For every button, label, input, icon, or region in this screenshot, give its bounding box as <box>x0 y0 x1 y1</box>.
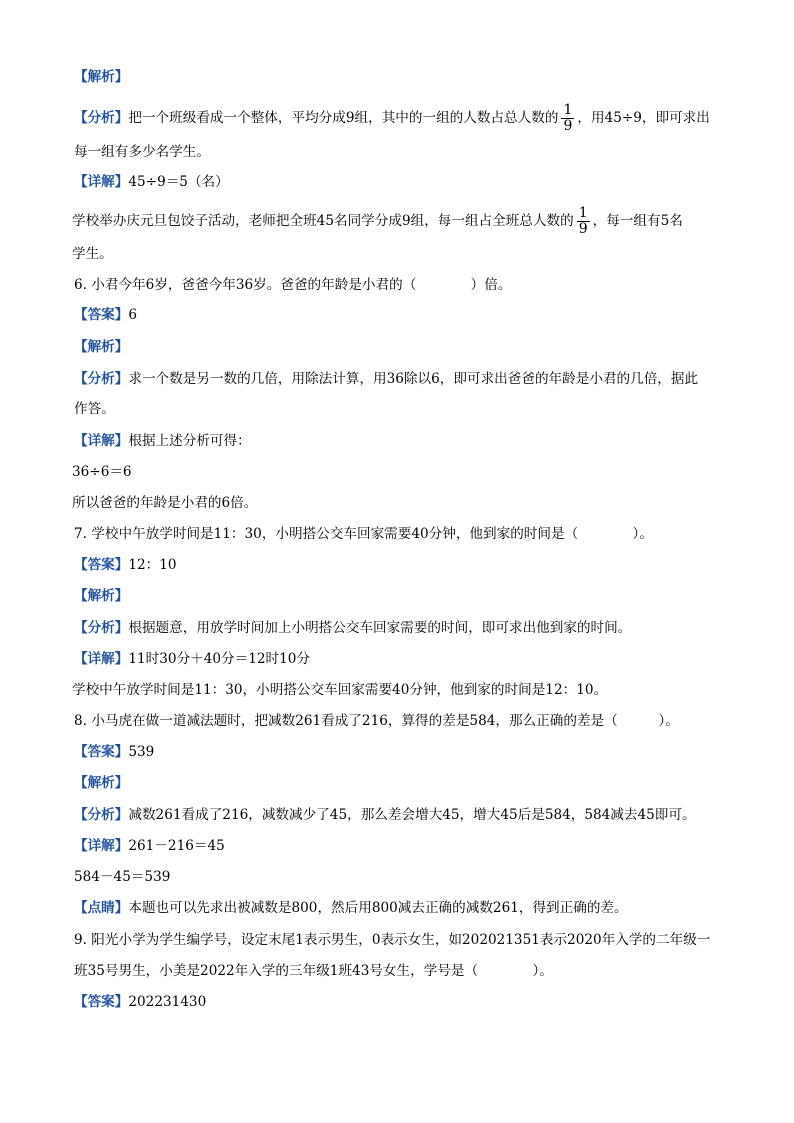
fenxi-line-8: 【分析】减数261看成了216，减数减少了45，那么差会增大45，增大45后是584，584减去45即可。 <box>74 807 696 823</box>
jiexi-heading: 【解析】 <box>74 69 129 85</box>
xiangjie-line-6: 【详解】根据上述分析可得： <box>74 433 251 449</box>
xiangjie-line <box>74 172 229 192</box>
fenxi-line-7: 【分析】根据题意，用放学时间加上小明搭公交车回家需要的时间，即可求出他到家的时间。 <box>74 620 632 636</box>
summary-line-2: 学生。 <box>72 246 113 262</box>
fenxi-text-cont: ，用45÷9，即可求出 <box>577 110 710 126</box>
fenxi-line-6: 【分析】求一个数是另一数的几倍，用除法计算，用36除以6，即可求出爸爸的年龄是小君的几倍，据此 <box>74 371 699 387</box>
fraction: $\frac{1}{9}$ <box>563 102 573 134</box>
answer-line-6: 【答案】6 <box>74 307 138 323</box>
jiexi-heading-7: 【解析】 <box>74 588 129 604</box>
fraction: $\frac{1}{9}$ <box>578 205 588 237</box>
conclusion-7: 学校中午放学时间是11：30，小明搭公交车回家需要40分钟，他到家的时间是12：10。 <box>72 682 608 698</box>
xiangjie-line-8: 【详解】261－216＝45 <box>74 838 225 854</box>
xiangjie-line-7: 【详解】11时30分＋40分＝12时10分 <box>74 651 311 667</box>
answer-line-8: 【答案】539 <box>74 744 155 760</box>
question-9-line2: 班35号男生，小美是2022年入学的三年级1班43号女生，学号是（ ）。 <box>74 963 553 979</box>
answer-line-9: 【答案】202231430 <box>74 994 207 1010</box>
xiangjie-text: 45÷9＝5（名） <box>128 174 229 190</box>
question-6: 6. 小君今年6岁，爸爸今年36岁。爸爸的年龄是小君的（ ）倍。 <box>74 277 512 293</box>
fenxi-line-6b: 作答。 <box>74 401 115 417</box>
xiangjie-tag: 【详解】 <box>74 174 129 190</box>
answer-line-7: 【答案】12：10 <box>74 557 177 573</box>
question-7: 7. 学校中午放学时间是11：30，小明搭公交车回家需要40分钟，他到家的时间是（ ）。 <box>74 526 653 542</box>
dianjing-line-8: 【点睛】本题也可以先求出被减数是800，然后用800减去正确的减数261，得到正确的差。 <box>74 900 628 916</box>
fenxi-line-2: 每一组有多少名学生。 <box>74 144 210 160</box>
question-9: 9. 阳光小学为学生编学号，设定末尾1表示男生，0表示女生，如202021351表示2020年入学的二年级一 <box>74 932 711 948</box>
summary-line: 学校举办庆元旦包饺子活动，老师把全班45名同学分成9组，每一组占全班总人数的 $\frac{1}{9}$ ，每一组有5名 <box>72 205 683 237</box>
fenxi-line <box>74 103 710 134</box>
question-8: 8. 小马虎在做一道减法题时，把减数261看成了216，算得的差是584，那么正确的差是（ ）。 <box>74 713 679 729</box>
jiexi-heading-8: 【解析】 <box>74 775 129 791</box>
fenxi-tag: 【分析】 <box>74 110 129 126</box>
conclusion-6: 所以爸爸的年龄是小君的6倍。 <box>72 495 258 511</box>
calc-line-8: 584－45＝539 <box>74 869 171 885</box>
jiexi-heading-6: 【解析】 <box>74 339 129 355</box>
calc-line-6: 36÷6＝6 <box>72 464 132 480</box>
fenxi-text: 把一个班级看成一个整体，平均分成9组，其中的一组的人数占总人数的 <box>128 110 559 126</box>
